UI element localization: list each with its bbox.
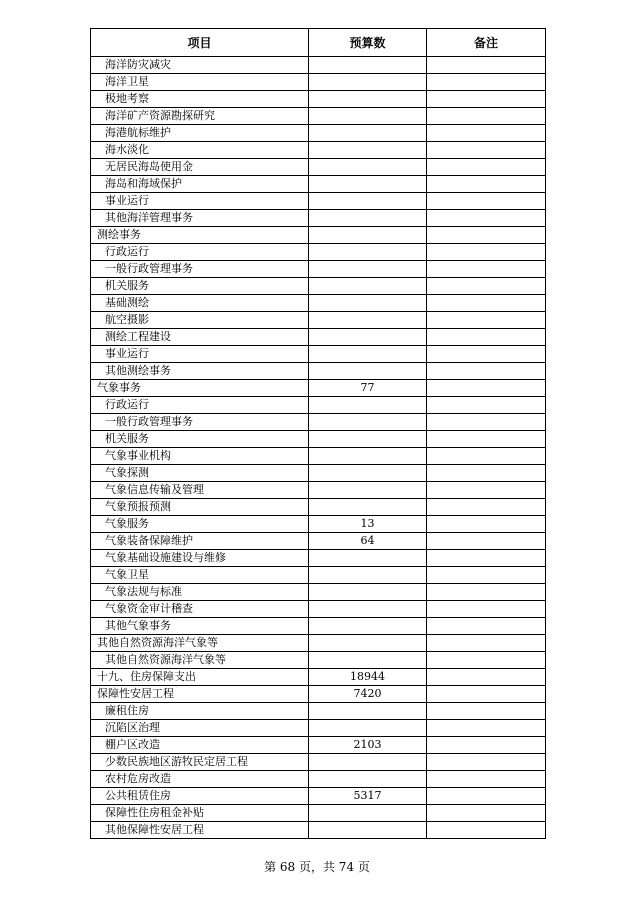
- table-row: [91, 533, 546, 550]
- budget-table-container: [90, 28, 545, 839]
- row-budget-value: [309, 227, 427, 244]
- row-budget-value: [309, 550, 427, 567]
- row-remark: [427, 363, 546, 380]
- table-row: [91, 652, 546, 669]
- row-item-name: 廉租住房: [91, 703, 309, 720]
- row-budget-value: [309, 805, 427, 822]
- table-row: [91, 278, 546, 295]
- table-row: [91, 720, 546, 737]
- row-remark: [427, 57, 546, 74]
- table-row: [91, 771, 546, 788]
- row-remark: [427, 108, 546, 125]
- row-remark: [427, 652, 546, 669]
- budget-table: [90, 28, 546, 839]
- row-remark: [427, 448, 546, 465]
- row-item-name: 沉陷区治理: [91, 720, 309, 737]
- table-row: [91, 635, 546, 652]
- row-budget-value: [309, 618, 427, 635]
- row-budget-value: [309, 822, 427, 839]
- page-footer: 第 68 页，共 74 页: [264, 860, 370, 874]
- table-row: [91, 227, 546, 244]
- row-remark: [427, 737, 546, 754]
- table-row: [91, 822, 546, 839]
- row-item-name: 气象资金审计稽查: [91, 601, 309, 618]
- table-row: [91, 618, 546, 635]
- table-body: [91, 57, 546, 839]
- table-row: [91, 754, 546, 771]
- row-budget-value: [309, 584, 427, 601]
- row-item-name: 公共租赁住房: [91, 788, 309, 805]
- row-item-name: 事业运行: [91, 346, 309, 363]
- row-budget-value: [309, 244, 427, 261]
- row-item-name: 十九、住房保障支出: [91, 669, 309, 686]
- row-item-name: 气象卫星: [91, 567, 309, 584]
- table-row: [91, 346, 546, 363]
- row-remark: [427, 669, 546, 686]
- row-remark: [427, 159, 546, 176]
- row-remark: [427, 261, 546, 278]
- table-row: [91, 431, 546, 448]
- row-budget-value: [309, 482, 427, 499]
- table-row: [91, 550, 546, 567]
- row-budget-value: [309, 210, 427, 227]
- row-remark: [427, 414, 546, 431]
- row-item-name: 无居民海岛使用金: [91, 159, 309, 176]
- header-item: 项目: [91, 29, 309, 57]
- row-item-name: 海岛和海域保护: [91, 176, 309, 193]
- table-row: [91, 193, 546, 210]
- row-item-name: 其他气象事务: [91, 618, 309, 635]
- row-budget-value: [309, 57, 427, 74]
- row-budget-value: 64: [309, 533, 427, 550]
- row-budget-value: [309, 465, 427, 482]
- row-remark: [427, 686, 546, 703]
- row-remark: [427, 465, 546, 482]
- row-remark: [427, 550, 546, 567]
- row-remark: [427, 482, 546, 499]
- row-item-name: 海洋矿产资源勘探研究: [91, 108, 309, 125]
- row-remark: [427, 91, 546, 108]
- row-remark: [427, 720, 546, 737]
- row-remark: [427, 754, 546, 771]
- row-item-name: 棚户区改造: [91, 737, 309, 754]
- table-row: [91, 448, 546, 465]
- row-item-name: 气象基础设施建设与维修: [91, 550, 309, 567]
- row-item-name: 保障性住房租金补贴: [91, 805, 309, 822]
- row-budget-value: [309, 363, 427, 380]
- table-row: [91, 363, 546, 380]
- row-budget-value: [309, 125, 427, 142]
- row-budget-value: [309, 74, 427, 91]
- row-remark: [427, 635, 546, 652]
- table-row: [91, 312, 546, 329]
- row-item-name: 事业运行: [91, 193, 309, 210]
- row-item-name: 少数民族地区游牧民定居工程: [91, 754, 309, 771]
- row-budget-value: [309, 312, 427, 329]
- row-remark: [427, 805, 546, 822]
- table-row: [91, 584, 546, 601]
- table-row: [91, 397, 546, 414]
- row-budget-value: [309, 159, 427, 176]
- row-budget-value: [309, 414, 427, 431]
- row-remark: [427, 703, 546, 720]
- row-remark: [427, 329, 546, 346]
- row-item-name: 其他自然资源海洋气象等: [91, 635, 309, 652]
- row-remark: [427, 244, 546, 261]
- table-row: [91, 788, 546, 805]
- row-budget-value: 2103: [309, 737, 427, 754]
- row-remark: [427, 125, 546, 142]
- table-row: [91, 669, 546, 686]
- row-item-name: 海港航标维护: [91, 125, 309, 142]
- table-row: [91, 244, 546, 261]
- row-remark: [427, 788, 546, 805]
- row-remark: [427, 142, 546, 159]
- table-row: [91, 57, 546, 74]
- row-item-name: 测绘工程建设: [91, 329, 309, 346]
- row-budget-value: [309, 176, 427, 193]
- row-item-name: 保障性安居工程: [91, 686, 309, 703]
- row-budget-value: [309, 703, 427, 720]
- row-remark: [427, 499, 546, 516]
- table-row: [91, 295, 546, 312]
- table-row: [91, 516, 546, 533]
- row-remark: [427, 431, 546, 448]
- table-row: [91, 703, 546, 720]
- table-row: [91, 567, 546, 584]
- table-row: [91, 108, 546, 125]
- table-row: [91, 91, 546, 108]
- row-remark: [427, 618, 546, 635]
- row-item-name: 测绘事务: [91, 227, 309, 244]
- row-remark: [427, 567, 546, 584]
- row-remark: [427, 346, 546, 363]
- row-remark: [427, 822, 546, 839]
- table-row: [91, 329, 546, 346]
- row-budget-value: [309, 720, 427, 737]
- row-remark: [427, 210, 546, 227]
- row-remark: [427, 601, 546, 618]
- table-row: [91, 380, 546, 397]
- row-item-name: 一般行政管理事务: [91, 261, 309, 278]
- row-budget-value: [309, 601, 427, 618]
- table-row: [91, 805, 546, 822]
- header-remark: 备注: [427, 29, 546, 57]
- header-budget: 预算数: [309, 29, 427, 57]
- row-budget-value: 7420: [309, 686, 427, 703]
- row-budget-value: [309, 499, 427, 516]
- row-budget-value: [309, 278, 427, 295]
- row-item-name: 机关服务: [91, 431, 309, 448]
- row-budget-value: [309, 448, 427, 465]
- row-remark: [427, 771, 546, 788]
- row-budget-value: 18944: [309, 669, 427, 686]
- row-item-name: 气象装备保障维护: [91, 533, 309, 550]
- row-remark: [427, 193, 546, 210]
- row-budget-value: [309, 295, 427, 312]
- row-budget-value: [309, 652, 427, 669]
- row-item-name: 气象事务: [91, 380, 309, 397]
- row-budget-value: 5317: [309, 788, 427, 805]
- row-remark: [427, 227, 546, 244]
- row-item-name: 极地考察: [91, 91, 309, 108]
- row-item-name: 气象信息传输及管理: [91, 482, 309, 499]
- row-remark: [427, 516, 546, 533]
- row-item-name: 气象预报预测: [91, 499, 309, 516]
- row-remark: [427, 312, 546, 329]
- row-budget-value: [309, 193, 427, 210]
- row-budget-value: [309, 142, 427, 159]
- row-item-name: 基础测绘: [91, 295, 309, 312]
- row-remark: [427, 74, 546, 91]
- row-item-name: 气象服务: [91, 516, 309, 533]
- table-row: [91, 142, 546, 159]
- row-budget-value: [309, 635, 427, 652]
- row-item-name: 航空摄影: [91, 312, 309, 329]
- row-item-name: 海水淡化: [91, 142, 309, 159]
- row-remark: [427, 533, 546, 550]
- table-row: [91, 465, 546, 482]
- table-row: [91, 737, 546, 754]
- row-item-name: 农村危房改造: [91, 771, 309, 788]
- row-budget-value: [309, 754, 427, 771]
- row-budget-value: 13: [309, 516, 427, 533]
- row-budget-value: 77: [309, 380, 427, 397]
- table-row: [91, 210, 546, 227]
- table-row: [91, 125, 546, 142]
- table-row: [91, 74, 546, 91]
- row-item-name: 海洋防灾减灾: [91, 57, 309, 74]
- row-item-name: 气象事业机构: [91, 448, 309, 465]
- row-item-name: 机关服务: [91, 278, 309, 295]
- row-item-name: 一般行政管理事务: [91, 414, 309, 431]
- row-item-name: 行政运行: [91, 244, 309, 261]
- row-budget-value: [309, 108, 427, 125]
- row-item-name: 海洋卫星: [91, 74, 309, 91]
- row-budget-value: [309, 329, 427, 346]
- row-remark: [427, 380, 546, 397]
- row-budget-value: [309, 397, 427, 414]
- row-remark: [427, 584, 546, 601]
- table-row: [91, 686, 546, 703]
- row-item-name: 其他保障性安居工程: [91, 822, 309, 839]
- row-remark: [427, 176, 546, 193]
- table-row: [91, 482, 546, 499]
- row-remark: [427, 295, 546, 312]
- table-header-row: [91, 29, 546, 57]
- row-item-name: 其他海洋管理事务: [91, 210, 309, 227]
- row-item-name: 行政运行: [91, 397, 309, 414]
- table-row: [91, 261, 546, 278]
- table-row: [91, 176, 546, 193]
- row-item-name: 气象法规与标准: [91, 584, 309, 601]
- row-item-name: 其他测绘事务: [91, 363, 309, 380]
- table-row: [91, 414, 546, 431]
- row-budget-value: [309, 567, 427, 584]
- row-budget-value: [309, 431, 427, 448]
- row-budget-value: [309, 771, 427, 788]
- row-remark: [427, 278, 546, 295]
- row-item-name: 其他自然资源海洋气象等: [91, 652, 309, 669]
- row-budget-value: [309, 346, 427, 363]
- table-row: [91, 601, 546, 618]
- table-row: [91, 159, 546, 176]
- row-remark: [427, 397, 546, 414]
- table-row: [91, 499, 546, 516]
- row-budget-value: [309, 261, 427, 278]
- row-item-name: 气象探测: [91, 465, 309, 482]
- row-budget-value: [309, 91, 427, 108]
